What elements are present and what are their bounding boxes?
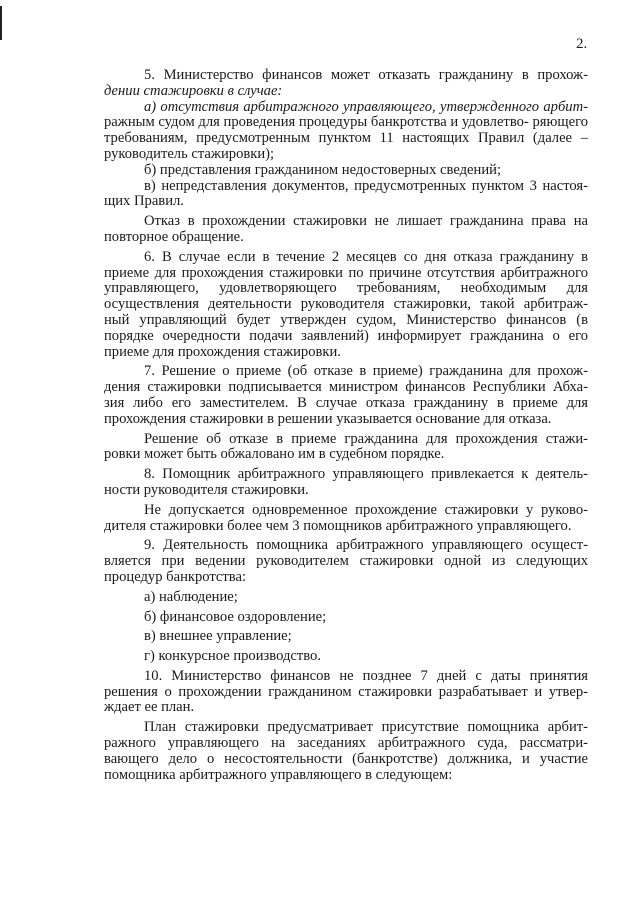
paragraph-10: 10. Министерство финансов не позднее 7 дней с даты принятия решения о прохождении гражданином стажировки разрабатывает и утвер- ждает ее план. (104, 667, 588, 716)
list-item: г) конкурсное производство. (144, 648, 321, 665)
paragraph-5-item-b: б) представления гражданином недостоверных сведений; (144, 161, 502, 178)
paragraph-6: 6. В случае если в течение 2 месяцев со дня отказа гражданину в приеме для прохождения стажировки по причине отсутствия арбитражного управляющего, удовлетворяющего требованиям, необходимым для осуществления деятельности руководителя стажировки, такой арбитраж- ный управляющий будет утвержден судом, Министерство финансов (в порядке очередности подачи заявлений) информирует гражданина о его приеме для прохождения стажировки. (104, 248, 588, 360)
document-body (104, 68, 588, 783)
list-item: б) финансовое оздоровление; (144, 608, 327, 625)
paragraph-8-limit: Не допускается одновременное прохождение стажировки у руково- дителя стажировки более чем 3 помощников арбитражного управляющего. (104, 501, 588, 534)
scan-edge-mark (0, 6, 2, 40)
paragraph-9: 9. Деятельность помощника арбитражного управляющего осущест- вляется при ведении руководителем стажировки одной из следующих процедур банкротства: (104, 537, 588, 585)
list-item: в) внешнее управление; (144, 628, 292, 645)
paragraph-5-lead: 5. Министерство финансов может отказать гражданину в прохож- дении стажировки в случае: (104, 67, 588, 99)
paragraph-5-refusal: Отказ в прохождении стажировки не лишает гражданина права на повторное обращение. (104, 213, 588, 245)
page-number: 2. (576, 36, 588, 52)
list-item: а) наблюдение; (144, 588, 238, 605)
paragraph-5-item-c: в) непредставления документов, предусмотренных пунктом 3 настоя- щих Правил. (104, 177, 588, 210)
paragraph-10-plan: План стажировки предусматривает присутствие помощника арбит- ражного управляющего на заседаниях арбитражного суда, рассматри- вающего дело о несостоятельности (банкротстве) должника, и участие помощника арбитражного управляющего в следующем: (104, 719, 588, 783)
paragraph-7-appeal: Решение об отказе в приеме гражданина для прохождения стажи- ровки может быть обжаловано им в судебном порядке. (104, 430, 588, 463)
paragraph-7: 7. Решение о приеме (об отказе в приеме) гражданина для прохож- дения стажировки подписывается министром финансов Республики Абха- зия либо его заместителем. В случае отказа гражданину в приеме для прохождения стажировки в решении указывается основание для отказа. (104, 363, 588, 427)
paragraph-5-item-a: а) отсутствия арбитражного управляющего, утвержденного арбит- ражным судом для проведения процедуры банкротства и удовлетво- ряющего требованиям, предусмотренным пунктом 11 настоящих Правил (далее – руководитель стажировки); (104, 98, 588, 162)
paragraph-8: 8. Помощник арбитражного управляющего привлекается к деятель- ности руководителя стажировки. (104, 466, 588, 498)
